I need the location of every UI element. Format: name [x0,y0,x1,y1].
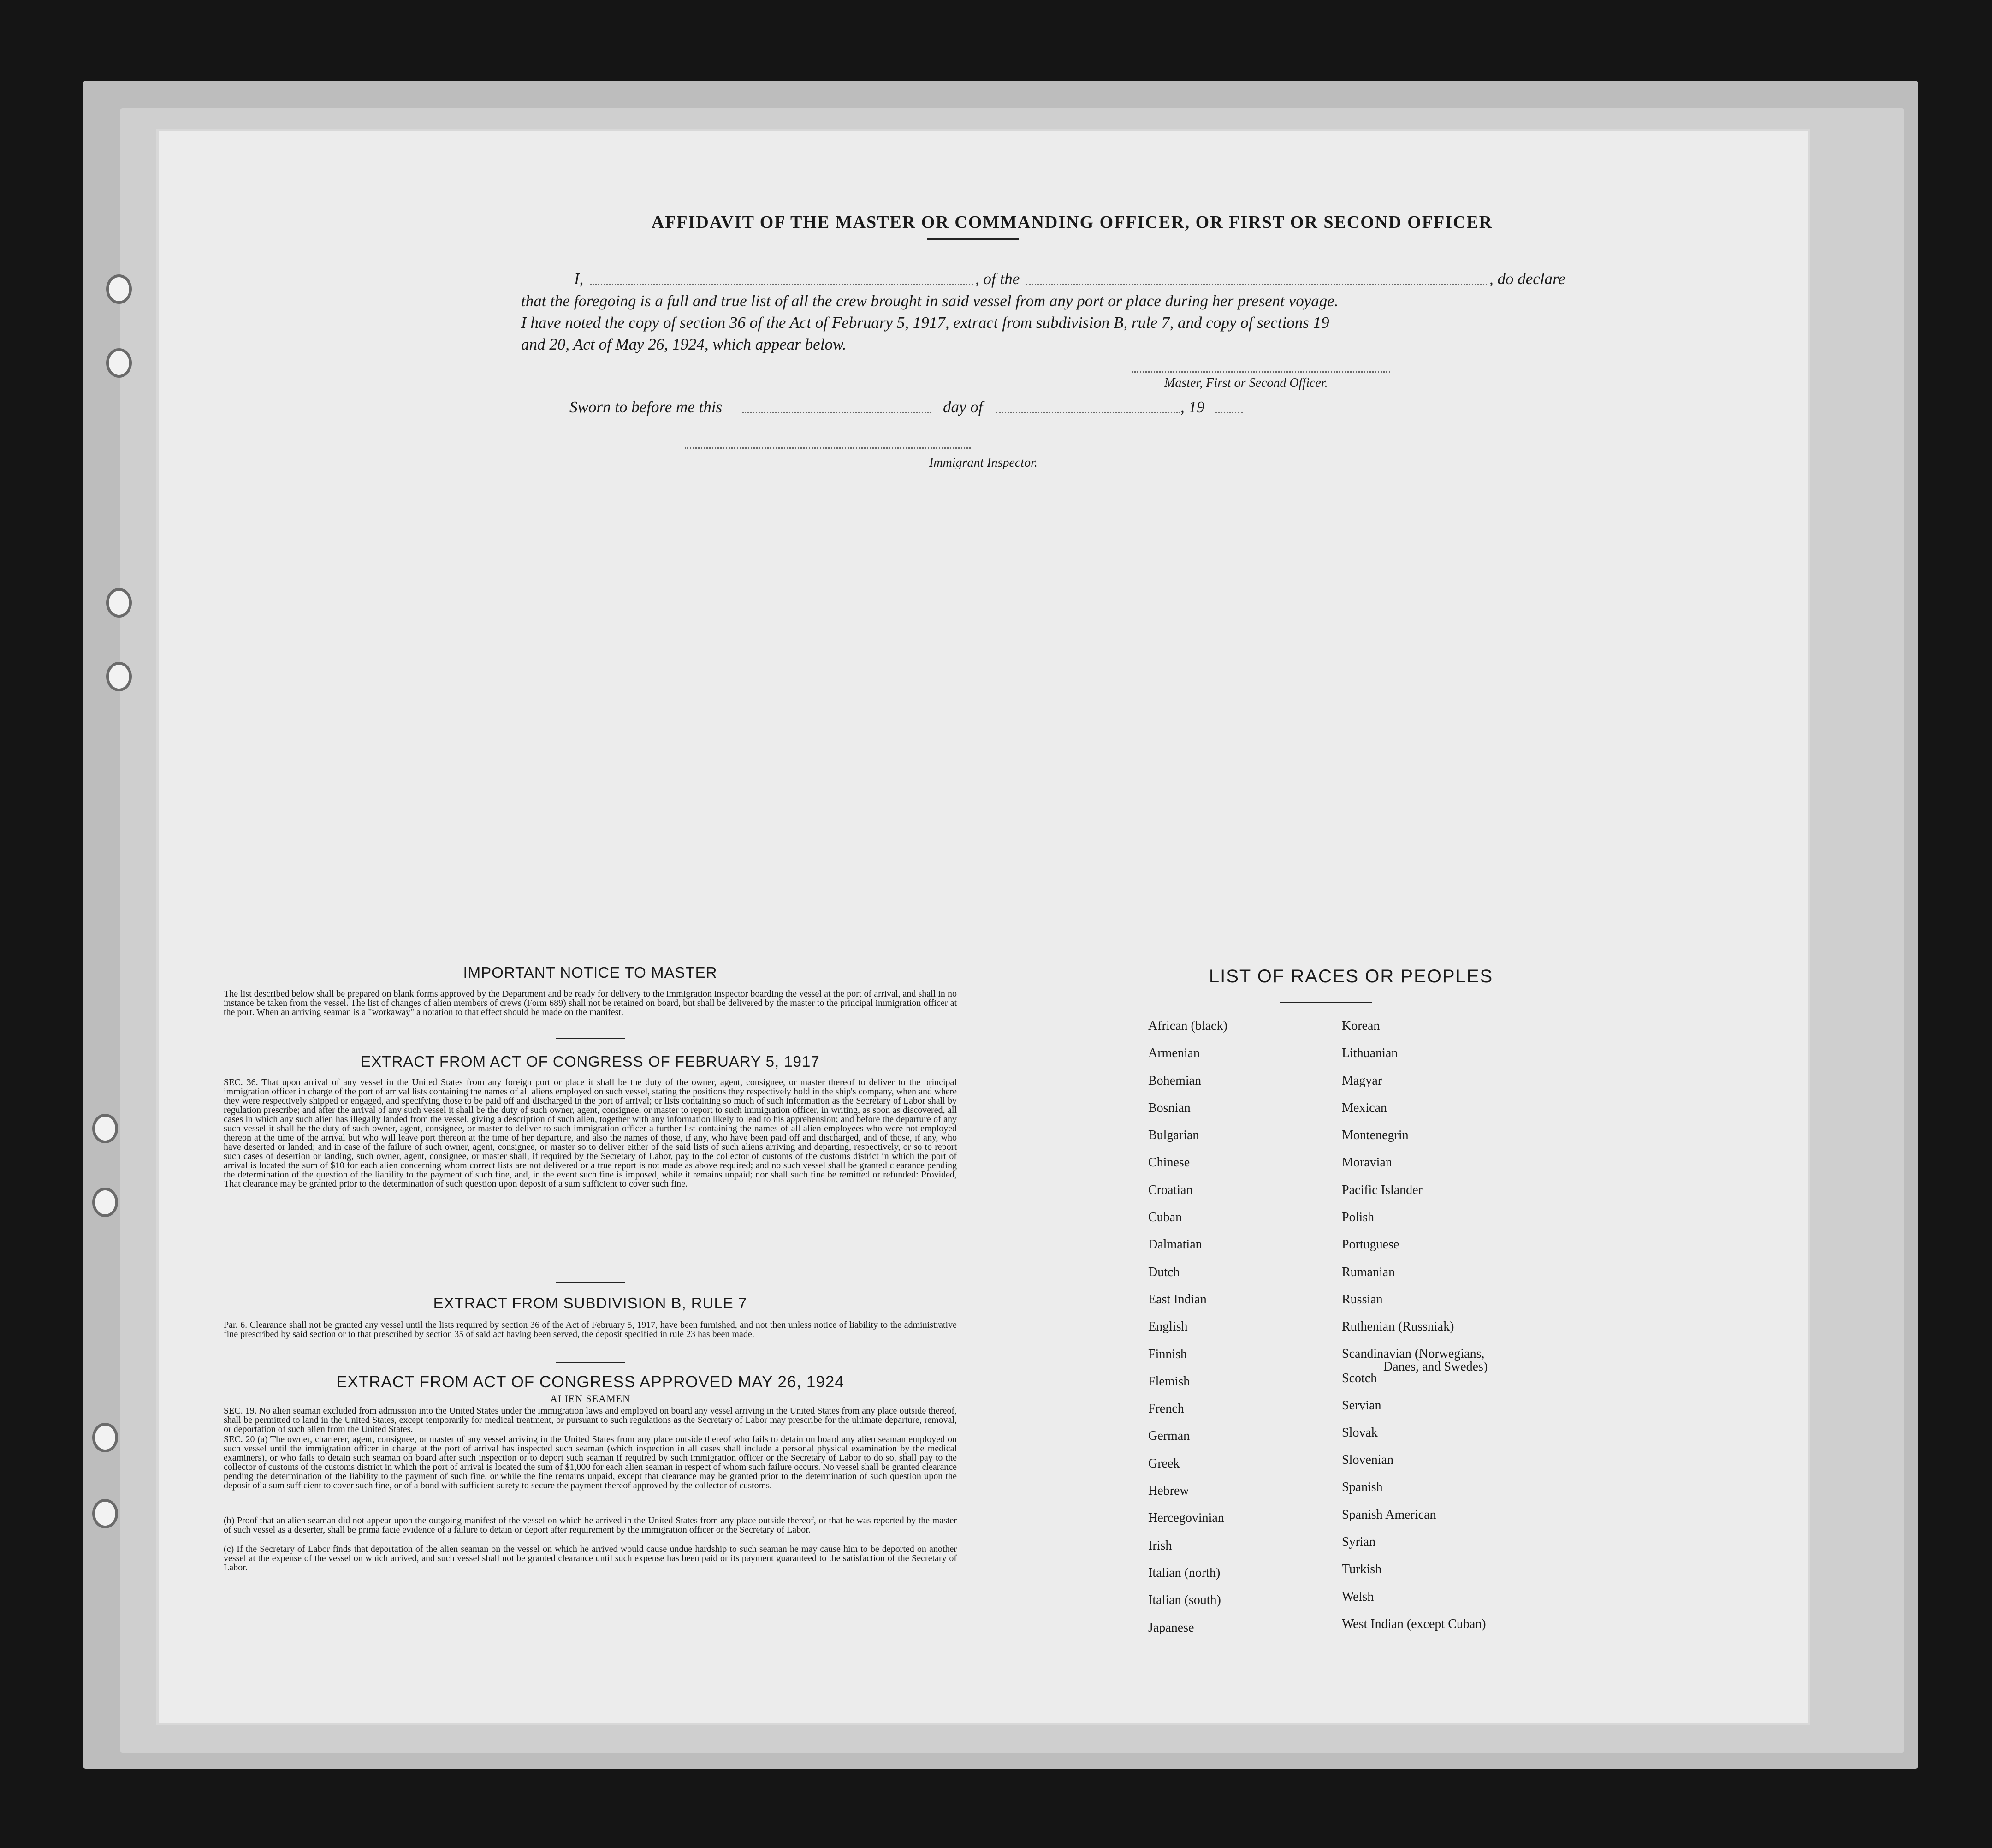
affidavit-do-declare: , do declare [1489,270,1565,288]
race-item: Welsh [1342,1589,1374,1604]
master-signature-line[interactable] [1132,371,1390,373]
affidavit-i: I, [574,270,584,288]
race-item: Slovenian [1342,1453,1393,1468]
race-item: East Indian [1148,1292,1207,1307]
race-item: Italian (north) [1148,1565,1221,1580]
affidavit-of-the: , of the [975,270,1020,288]
binder-hole [92,1188,118,1217]
race-item: Moravian [1342,1155,1392,1170]
race-item: Bulgarian [1148,1128,1199,1143]
extract-1924-title: EXTRACT FROM ACT OF CONGRESS APPROVED MAY 26, 1924 [336,1373,844,1391]
race-item: Magyar [1342,1073,1382,1088]
binder-hole [92,1423,118,1452]
master-caption: Master, First or Second Officer. [1164,376,1328,390]
race-item: Dutch [1148,1265,1180,1279]
divider [556,1038,625,1039]
race-item: Pacific Islander [1342,1182,1423,1197]
affidavit-title: AFFIDAVIT OF THE MASTER OR COMMANDING OFFICER, OR FIRST OR SECOND OFFICER [651,213,1493,232]
extract-1917-body: SEC. 36. That upon arrival of any vessel in the United States from any foreign port or place it shall be the duty of the owner, agent, consignee, or master thereof to deliver to the principal immigration officer in charge of the port of arrival lists containing the names of all aliens employed on such vessel, stating the positions they respectively hold in the ship's company, when and where they were respectively shipped or engaged, and specifying those to be paid off and discharged in the port of arrival; or lists containing so much of such information as the Secretary of Labor shall by regulation prescribe; and after the arrival of any such vessel it shall be the duty of such owner, agent, consignee, or master to report to such immigration officer, in writing, as soon as discovered, all cases in which any such alien has illegally landed from the vessel, giving a description of such alien, together with any information likely to lead to his apprehension; and before the departure of any such vessel it shall be the duty of such owner, agent, consignee, or master to deliver to such immigration officer a further list containing the names of all alien employees who were not employed thereon at the time of the arrival but who will leave port thereon at the time of her departure, and also the names of those, if any, who have been paid off and discharged, and of those, if any, who have deserted or landed; and in case of the failure of such owner, agent, consignee, or master so to deliver either of the said lists of such aliens arriving and departing, respectively, or so to report such cases of desertion or landing, such owner, agent, consignee, or master shall, if required by the Secretary of Labor, pay to the collector of customs of the customs district in which the port of arrival is located the sum of $10 for each alien concerning whom correct lists are not delivered or a true report is not made as above required; and no such vessel shall be granted clearance pending the determination of the question of the liability to the payment of such fine, and, in the event such fine is imposed, while it remains unpaid; nor shall such fine be remitted or refunded: Provided, That clearance may be granted prior to the determination of such question upon deposit of a sum sufficient to cover such fine. [224,1077,957,1189]
race-item: Portuguese [1342,1237,1399,1252]
affidavit-line-2: that the foregoing is a full and true list of all the crew brought in said vessel from any port or place during her present voyage. [521,292,1339,310]
binder-hole [106,662,132,691]
race-item: Japanese [1148,1620,1194,1635]
race-item: West Indian (except Cuban) [1342,1616,1486,1631]
inspector-caption: Immigrant Inspector. [929,456,1038,470]
affidavit-line-4: and 20, Act of May 26, 1924, which appear below. [521,335,847,353]
race-item: Polish [1342,1210,1375,1225]
race-item: Chinese [1148,1155,1190,1170]
race-item: Mexican [1342,1100,1387,1115]
race-item: Croatian [1148,1182,1193,1197]
race-item: Rumanian [1342,1265,1395,1279]
race-item: Flemish [1148,1374,1190,1389]
sec20b-text: (b) Proof that an alien seaman did not appear upon the outgoing manifest of the vessel on which he arrived in the United States from any place outside thereof, or that he was reported by the master of such vessel as a deserter, shall be prima facie evidence of a failure to detain or deport after requirement by the immigration officer or the Secretary of Labor. [224,1515,957,1535]
race-item: Montenegrin [1342,1128,1409,1143]
race-item: Spanish [1342,1480,1383,1495]
race-item: Russian [1342,1292,1383,1307]
race-item: Ruthenian (Russniak) [1342,1319,1454,1334]
divider [556,1362,625,1363]
binder-hole [106,348,132,378]
race-item: French [1148,1402,1184,1416]
sworn-month-blank[interactable] [996,412,1180,413]
race-item: Korean [1342,1019,1380,1033]
sec19-text: SEC. 19. No alien seaman excluded from admission into the United States under the immigration laws and employed on board any vessel arriving in the United States from any place outside thereof, shall be permitted to land in the United States, except temporarily for medical treatment, or pursuant to such regulations as the Secretary of Labor may prescribe for the ultimate departure, removal, or deportation of such alien from the United States. [224,1406,957,1434]
notice-title: IMPORTANT NOTICE TO MASTER [463,964,717,981]
sworn-year-blank[interactable] [1215,412,1243,413]
race-item: Spanish American [1342,1507,1436,1522]
day-of-label: day of [943,398,983,416]
race-item: Bohemian [1148,1073,1202,1088]
race-item: Hercegovinian [1148,1511,1224,1526]
race-item: Irish [1148,1538,1172,1553]
extract-1917-title: EXTRACT FROM ACT OF CONGRESS OF FEBRUARY 5, 1917 [361,1053,820,1070]
race-item: Greek [1148,1456,1180,1471]
race-item: Syrian [1342,1535,1376,1550]
race-item: Cuban [1148,1210,1182,1225]
notice-body: The list described below shall be prepared on blank forms approved by the Department and be ready for delivery to the immigration inspector boarding the vessel at the port of arrival, and shall in no instance be taken from the vessel. The list of changes of alien members of crews (Form 689) shall not be retained on board, but shall be delivered by the master to the principal immigration officer at the port. When an arriving seaman is a "workaway" a notation to that effect should be made on the manifest. [224,989,957,1017]
sec20a-text: SEC. 20 (a) The owner, charterer, agent, consignee, or master of any vessel arriving in the United States from any place outside thereof who fails to detain on board any alien seaman employed on such vessel until the immigration officer in charge at the port of arrival has inspected such seaman (which inspection in all cases shall include a personal physical examination by the medical examiners), or who fails to detain such seaman on board after such inspection or to deport such seaman if required by such immigration officer or the Secretary of Labor to do so, shall pay to the collector of customs of the customs district in which the port of arrival is located the sum of $1,000 for each alien seaman in respect of whom such failure occurs. No vessel shall be granted clearance pending the determination of the liability to the payment of such fine, or while the fine remains unpaid, except that clearance may be granted prior to the determination of such question upon the deposit of a sum sufficient to cover such fine, or of a bond with sufficient surety to secure the payment thereof approved by the collector of customs. [224,1434,957,1491]
binder-hole [92,1499,118,1528]
races-title: LIST OF RACES OR PEOPLES [1209,966,1494,986]
binder-hole [106,588,132,618]
race-item: Bosnian [1148,1100,1191,1115]
divider [1280,1002,1372,1003]
vessel-blank[interactable] [1026,284,1487,285]
year-label: , 19 [1180,398,1205,416]
extract-1924-subtitle: ALIEN SEAMEN [550,1393,630,1404]
binder-hole [106,274,132,304]
races-left-column [1148,1012,1227,1641]
race-item: Danes, and Swedes) [1383,1359,1488,1374]
inspector-signature-line[interactable] [685,447,971,449]
race-item: Servian [1342,1398,1381,1413]
sec20c-text: (c) If the Secretary of Labor finds that deportation of the alien seaman on the vessel on which he arrived would cause undue hardship to such seaman he may cause him to be deported on another vessel at the expense of the vessel on which arrived, and such vessel shall not be granted clearance until such expense has been paid or its payment guaranteed to the satisfaction of the Secretary of Labor. [224,1544,957,1573]
race-item: Scandinavian (Norwegians, [1342,1346,1485,1361]
form-page [159,131,1808,1723]
sworn-day-blank[interactable] [742,412,931,413]
race-item: German [1148,1429,1190,1444]
race-item: African (black) [1148,1019,1227,1033]
race-item: Turkish [1342,1562,1382,1577]
extract-rule7-title: EXTRACT FROM SUBDIVISION B, RULE 7 [433,1295,747,1312]
race-item: Scotch [1342,1371,1377,1385]
race-item: Hebrew [1148,1484,1189,1498]
title-underline [927,238,1019,240]
divider [556,1282,625,1283]
race-item: Dalmatian [1148,1237,1202,1252]
name-blank[interactable] [590,284,973,285]
binder-hole [92,1114,118,1143]
race-item: Armenian [1148,1046,1200,1061]
race-item: English [1148,1319,1188,1334]
race-item: Slovak [1342,1425,1378,1440]
sworn-label: Sworn to before me this [569,398,723,416]
affidavit-line-3: I have noted the copy of section 36 of the Act of February 5, 1917, extract from subdivision B, rule 7, and copy of sections 19 [521,314,1329,332]
races-right-column [1342,1012,1488,1638]
race-item: Italian (south) [1148,1593,1221,1608]
race-item: Lithuanian [1342,1046,1398,1061]
race-item: Finnish [1148,1347,1187,1361]
extract-rule7-body: Par. 6. Clearance shall not be granted any vessel until the lists required by section 36 of the Act of February 5, 1917, have been furnished, and not then unless notice of liability to the administrative fine prescribed by said section or to that prescribed by section 35 of said act having been served, the deposit specified in rule 23 has been made. [224,1320,957,1339]
